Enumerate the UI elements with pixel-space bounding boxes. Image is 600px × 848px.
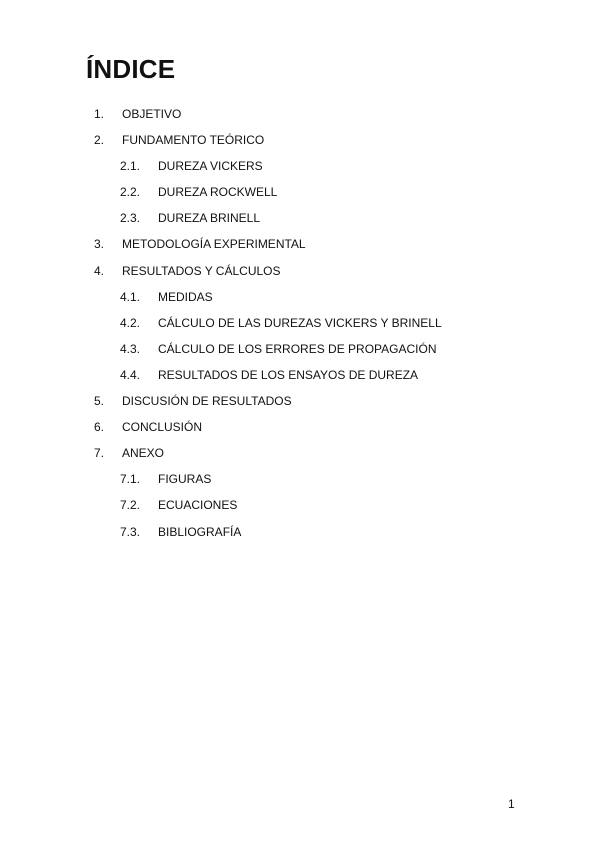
- toc-subentry-number: 4.2.: [120, 315, 141, 330]
- toc-entry-number: 2.: [94, 133, 105, 148]
- toc-entry-number: 7.: [94, 446, 105, 461]
- toc-subentry[interactable]: [0, 522, 600, 548]
- toc-subentry[interactable]: [0, 156, 600, 182]
- toc-subentry-label: FIGURAS: [158, 472, 212, 487]
- toc-entry[interactable]: [0, 391, 600, 417]
- toc-subentry-number: 2.2.: [120, 185, 141, 200]
- toc-entry[interactable]: [0, 443, 600, 469]
- toc-subentry-label: DUREZA VICKERS: [158, 159, 263, 174]
- toc-subentry-label: CÁLCULO DE LOS ERRORES DE PROPAGACIÓN: [158, 341, 437, 356]
- toc-subentry-label: DUREZA BRINELL: [158, 211, 261, 226]
- toc-subentry-label: DUREZA ROCKWELL: [158, 185, 278, 200]
- toc-entry-label: FUNDAMENTO TEÓRICO: [122, 133, 265, 148]
- toc-subentry-number: 4.4.: [120, 367, 141, 382]
- toc-entry-number: 5.: [94, 394, 105, 409]
- toc-subentry[interactable]: [0, 495, 600, 521]
- toc-entry-label: METODOLOGÍA EXPERIMENTAL: [122, 237, 306, 252]
- toc-entry-number: 4.: [94, 263, 105, 278]
- toc-entry-number: 1.: [94, 107, 105, 121]
- toc-subentry-number: 7.3.: [120, 524, 141, 539]
- toc-subentry-number: 7.1.: [120, 472, 141, 487]
- toc-subentry[interactable]: [0, 208, 600, 234]
- toc-subentry[interactable]: [0, 469, 600, 495]
- toc-entry-label: CONCLUSIÓN: [122, 420, 203, 435]
- toc-subentry-number: 2.3.: [120, 211, 141, 226]
- toc-entry[interactable]: [0, 234, 600, 260]
- toc-entry[interactable]: [0, 417, 600, 443]
- toc-subentry-number: 4.3.: [120, 341, 141, 356]
- toc-subentry-label: ECUACIONES: [158, 498, 238, 513]
- toc-entry-label: DISCUSIÓN DE RESULTADOS: [122, 394, 292, 409]
- toc-entry[interactable]: [0, 261, 600, 287]
- toc-subentry-number: 2.1.: [120, 159, 141, 174]
- toc-entry-number: 3.: [94, 237, 105, 252]
- page-number: 1: [508, 797, 515, 811]
- toc-subentry-label: RESULTADOS DE LOS ENSAYOS DE DUREZA: [158, 367, 419, 382]
- toc-subentry[interactable]: [0, 287, 600, 313]
- page-title: ÍNDICE: [86, 54, 176, 84]
- toc-entry-label: OBJETIVO: [122, 107, 182, 121]
- toc-entry[interactable]: [0, 104, 600, 130]
- toc-subentry[interactable]: [0, 339, 600, 365]
- toc-subentry-number: 4.1.: [120, 289, 141, 304]
- toc-subentry[interactable]: [0, 365, 600, 391]
- toc-subentry[interactable]: [0, 313, 600, 339]
- table-of-contents: [0, 104, 600, 548]
- toc-entry[interactable]: [0, 130, 600, 156]
- toc-entry-label: ANEXO: [122, 446, 165, 461]
- toc-subentry-number: 7.2.: [120, 498, 141, 513]
- toc-subentry[interactable]: [0, 182, 600, 208]
- toc-subentry-label: MEDIDAS: [158, 289, 213, 304]
- toc-subentry-label: CÁLCULO DE LAS DUREZAS VICKERS Y BRINELL: [158, 315, 442, 330]
- toc-entry-label: RESULTADOS Y CÁLCULOS: [122, 263, 281, 278]
- toc-entry-number: 6.: [94, 420, 105, 435]
- toc-subentry-label: BIBLIOGRAFÍA: [158, 524, 242, 539]
